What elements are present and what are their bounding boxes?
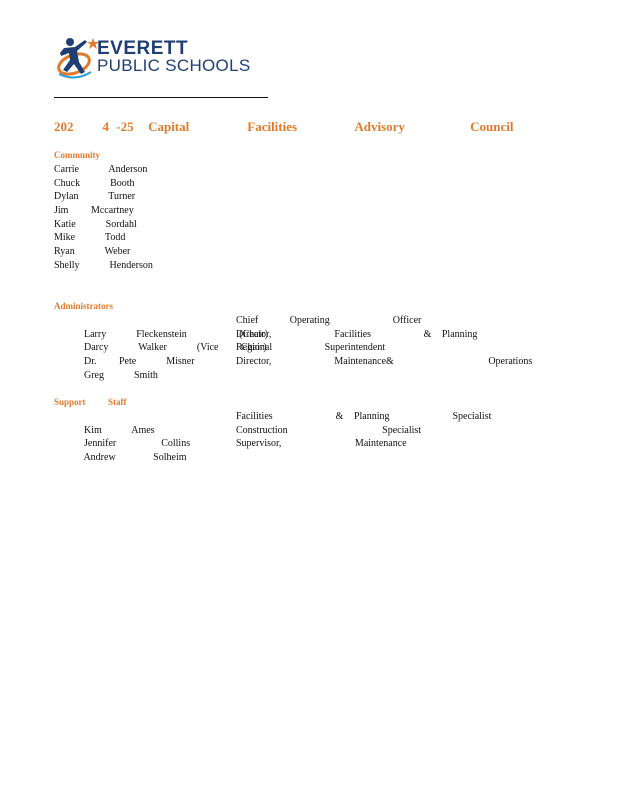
logo-line-public-schools: PUBLIC SCHOOLS [97, 56, 251, 75]
community-member: Katie Sordahl [54, 218, 137, 230]
staff-role: Facilities & Planning Specialist [236, 411, 492, 422]
staff-name: Kim Ames [84, 424, 155, 436]
runner-swoosh-icon [55, 34, 99, 82]
community-heading: Community [54, 150, 101, 160]
community-member: Dylan Turner [54, 191, 136, 203]
administrator-role: Director, Facilities & Planning [236, 328, 478, 340]
administrator-name: Larry Fleckenstein (Chair) [84, 328, 269, 340]
community-list [54, 163, 153, 273]
staff-name: Jennifer Collins [84, 438, 191, 450]
administrator-role: Director, Maintenance& Operations [236, 356, 533, 368]
community-member: Carrie Anderson [54, 164, 148, 175]
administrators-list [54, 314, 533, 381]
page-title: 202 4 -25 Capital Facilities Advisory Council [54, 119, 514, 134]
staff-row [54, 437, 407, 464]
support-staff-heading: Support Staff [54, 397, 127, 407]
staff-name: Andrew Solheim [83, 452, 187, 464]
administrator-name: Greg Smith [84, 369, 158, 381]
community-member: Ryan Weber [54, 246, 131, 258]
support-staff-list [54, 410, 492, 464]
community-member: Chuck Booth [54, 177, 135, 189]
administrator-name: Dr. Pete Misner [84, 356, 195, 368]
header-divider [54, 97, 268, 98]
community-member: Mike Todd [54, 232, 126, 244]
everett-public-schools-logo [55, 34, 255, 82]
administrators-heading: Administrators [54, 301, 113, 311]
administrator-role: Chief Operating Officer [236, 315, 422, 326]
administrator-row [54, 355, 533, 381]
logo-line-everett: EVERETT [97, 38, 189, 59]
staff-role: Construction Specialist [236, 424, 422, 436]
administrator-role: Regional Superintendent [236, 342, 386, 354]
administrator-name: Darcy Walker (Vice Chair) [84, 342, 267, 354]
community-member: Shelly Henderson [54, 259, 153, 271]
logo-wordmark [97, 40, 250, 74]
community-member: Jim Mccartney [54, 205, 134, 217]
staff-role: Supervisor, Maintenance [236, 438, 407, 450]
